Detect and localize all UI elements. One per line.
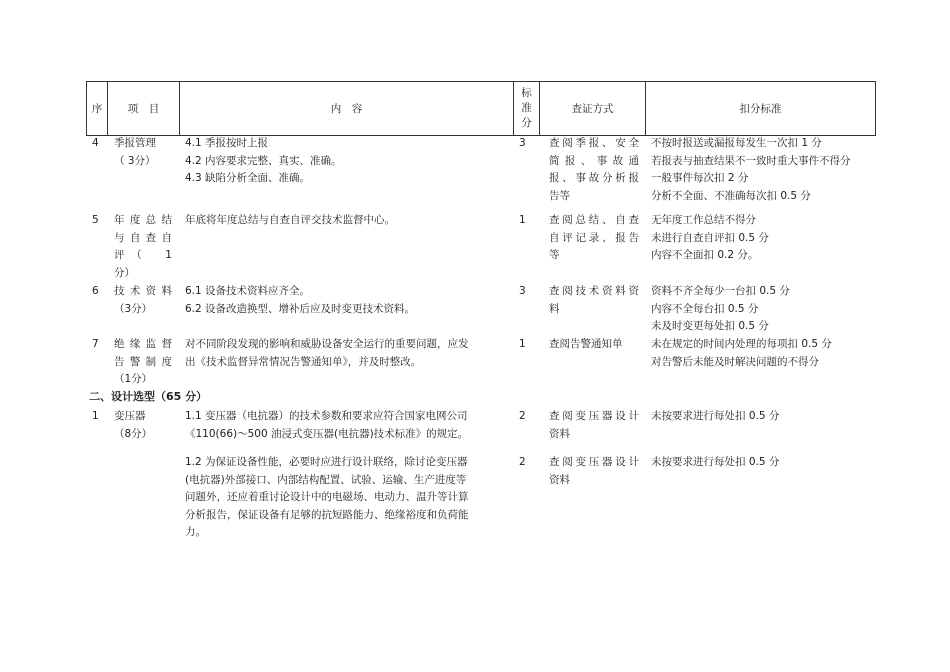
header-deduct-standard: 扣分标准 xyxy=(739,103,782,115)
deduct-line: 一般事件每次扣 2 分 xyxy=(651,172,749,184)
row-check xyxy=(549,212,639,265)
row-number: 5 xyxy=(92,214,99,226)
deduct-line: 未按要求进行每处扣 0.5 分 xyxy=(651,456,780,468)
table-header xyxy=(86,81,876,136)
content-line: 6.1 设备技术资料应齐全。 xyxy=(185,285,311,297)
check-line: 简报、事故通 xyxy=(549,154,639,167)
check-line: 查阅总结、自查 xyxy=(549,214,639,226)
content-line: 问题外，还应着重讨论设计中的电磁场、电动力、温升等计算 xyxy=(185,491,469,503)
check-line: 料 xyxy=(549,302,560,315)
check-line: 等 xyxy=(549,249,560,261)
row-check xyxy=(549,408,639,443)
row-content xyxy=(185,212,395,230)
header-standard-char: 准 xyxy=(521,102,532,114)
item-line: （8分） xyxy=(114,427,153,440)
check-line: 查阅告警通知单 xyxy=(549,338,623,350)
item-line: 分） xyxy=(114,266,135,279)
row-score: 3 xyxy=(519,285,526,297)
content-line: 4.1 季报按时上报 xyxy=(185,137,269,149)
row-content xyxy=(185,283,415,318)
content-line: 1.1 变压器（电抗器）的技术参数和要求应符合国家电网公司 xyxy=(185,410,468,422)
deduct-line: 若报表与抽查结果不一致时重大事件不得分 xyxy=(651,154,851,167)
row-content xyxy=(185,454,469,542)
header-content: 内 容 xyxy=(330,103,363,115)
row-deduct xyxy=(651,135,851,205)
item-line: 技术资料 xyxy=(114,285,172,297)
row-deduct xyxy=(651,408,779,426)
content-line: 4.3 缺陷分析全面、准确。 xyxy=(185,172,311,184)
deduct-line: 不按时报送或漏报每发生一次扣 1 分 xyxy=(651,137,822,149)
item-line: 与自查自 xyxy=(114,231,172,244)
row-score: 1 xyxy=(519,214,526,226)
item-line: 年度总结 xyxy=(114,214,172,226)
deduct-line: 未在规定的时间内处理的每项扣 0.5 分 xyxy=(651,338,832,350)
content-line: 力。 xyxy=(185,526,206,538)
row-check xyxy=(549,454,639,489)
deduct-line: 分析不全面、不准确每次扣 0.5 分 xyxy=(651,189,811,202)
row-item xyxy=(114,135,156,170)
deduct-line: 无年度工作总结不得分 xyxy=(651,214,756,226)
item-line: 季报管理 xyxy=(114,137,156,149)
row-deduct xyxy=(651,212,769,265)
row-item xyxy=(114,408,152,443)
row-item xyxy=(114,336,172,389)
row-deduct xyxy=(651,454,779,472)
row-deduct xyxy=(651,283,790,336)
row-number: 7 xyxy=(92,338,99,350)
header-standard-char: 分 xyxy=(521,117,532,129)
item-line: （ 3分） xyxy=(114,154,156,167)
deduct-line: 内容不全面扣 0.2 分。 xyxy=(651,249,759,261)
check-line: 查阅季报、安全 xyxy=(549,137,639,149)
row-number: 1 xyxy=(92,410,99,422)
row-check xyxy=(549,135,639,205)
row-check xyxy=(549,336,623,354)
row-content xyxy=(185,135,342,188)
row-content xyxy=(185,336,469,371)
section-heading: 二、设计选型（65 分） xyxy=(89,390,208,403)
deduct-line: 未按要求进行每处扣 0.5 分 xyxy=(651,410,780,422)
row-deduct xyxy=(651,336,832,371)
check-line: 资料 xyxy=(549,427,570,440)
check-line: 资料 xyxy=(549,473,570,486)
deduct-line: 未进行自查自评扣 0.5 分 xyxy=(651,231,769,244)
deduct-line: 对告警后未能及时解决问题的不得分 xyxy=(651,355,819,368)
row-item xyxy=(114,212,172,282)
row-number: 4 xyxy=(92,137,99,149)
content-line: 6.2 设备改造换型、增补后应及时变更技术资料。 xyxy=(185,302,416,315)
item-line: 绝缘监督 xyxy=(114,338,172,350)
check-line: 查阅变压器设计 xyxy=(549,410,639,422)
item-line: 变压器 xyxy=(114,410,146,422)
header-standard-score xyxy=(514,82,539,135)
deduct-line: 内容不全每台扣 0.5 分 xyxy=(651,302,759,315)
row-score: 1 xyxy=(519,338,526,350)
header-item: 项 目 xyxy=(127,103,160,115)
row-check xyxy=(549,283,639,318)
check-line: 自评记录、报告 xyxy=(549,231,639,244)
row-number: 6 xyxy=(92,285,99,297)
header-check-method: 查证方式 xyxy=(571,103,614,115)
item-line: （3分） xyxy=(114,302,153,315)
header-seq: 序 xyxy=(91,103,103,115)
row-item xyxy=(114,283,172,318)
row-content xyxy=(185,408,468,443)
check-line: 查阅技术资料资 xyxy=(549,285,639,297)
content-line: 1.2 为保证设备性能，必要时应进行设计联络，除讨论变压器 xyxy=(185,456,468,468)
row-score: 3 xyxy=(519,137,526,149)
check-line: 报、事故分析报 xyxy=(549,172,639,184)
row-score: 2 xyxy=(519,410,526,422)
content-line: 分析报告，保证设备有足够的抗短路能力、绝缘裕度和负荷能 xyxy=(185,508,469,521)
item-line: （1分） xyxy=(114,373,153,385)
content-line: 年底将年度总结与自查自评交技术监督中心。 xyxy=(185,214,395,226)
content-line: 《110(66)～500 油浸式变压器(电抗器)技术标准》的规定。 xyxy=(185,427,469,440)
content-line: 出《技术监督异常情况告警通知单》，并及时整改。 xyxy=(185,355,422,368)
check-line: 查阅变压器设计 xyxy=(549,456,639,468)
row-score: 2 xyxy=(519,456,526,468)
content-line: 对不同阶段发现的影响和威胁设备安全运行的重要问题，应发 xyxy=(185,338,469,350)
content-line: 4.2 内容要求完整、真实、准确。 xyxy=(185,154,342,167)
item-line: 告警制度 xyxy=(114,355,172,368)
header-standard-char: 标 xyxy=(521,87,532,99)
deduct-line: 资料不齐全每少一台扣 0.5 分 xyxy=(651,285,790,297)
check-line: 告等 xyxy=(549,189,570,202)
item-line: 评（ 1 xyxy=(114,249,172,261)
content-line: (电抗器)外部接口、内部结构配置、试验、运输、生产进度等 xyxy=(185,473,467,486)
deduct-line: 未及时变更每处扣 0.5 分 xyxy=(651,320,769,332)
